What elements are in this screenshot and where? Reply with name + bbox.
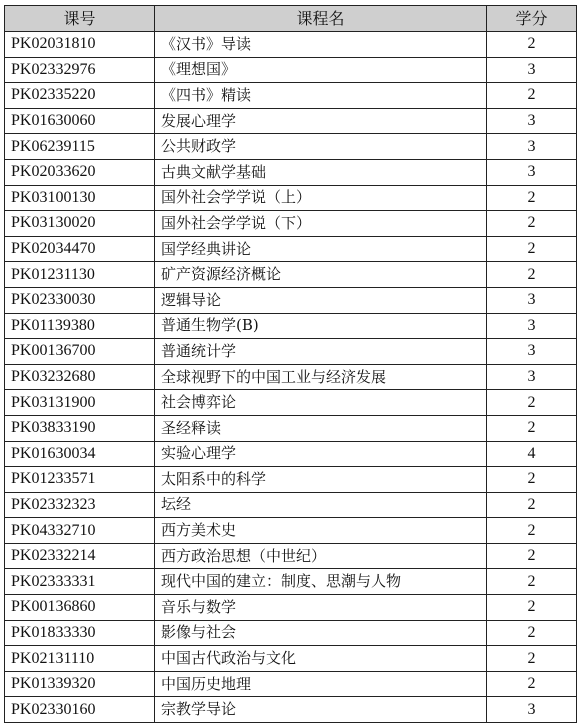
course-name-cell: 宗教学导论 bbox=[155, 697, 487, 723]
course-code-cell: PK02332323 bbox=[5, 492, 155, 518]
course-name-cell: 现代中国的建立：制度、思潮与人物 bbox=[155, 569, 487, 595]
course-name-cell: 西方政治思想（中世纪） bbox=[155, 543, 487, 569]
course-name-cell: 国学经典讲论 bbox=[155, 236, 487, 262]
course-code-cell: PK03131900 bbox=[5, 390, 155, 416]
course-name-cell: 实验心理学 bbox=[155, 441, 487, 467]
course-name-cell: 发展心理学 bbox=[155, 108, 487, 134]
table-row bbox=[5, 671, 577, 697]
table-row bbox=[5, 236, 577, 262]
credit-cell: 2 bbox=[487, 543, 577, 569]
course-code-cell: PK03130020 bbox=[5, 211, 155, 237]
course-name-cell: 公共财政学 bbox=[155, 134, 487, 160]
course-name-cell: 全球视野下的中国工业与经济发展 bbox=[155, 364, 487, 390]
course-code-cell: PK02330160 bbox=[5, 697, 155, 723]
table-row bbox=[5, 390, 577, 416]
table-row bbox=[5, 83, 577, 109]
course-code-cell: PK01630060 bbox=[5, 108, 155, 134]
table-row bbox=[5, 518, 577, 544]
table-row bbox=[5, 134, 577, 160]
course-code-cell: PK01231130 bbox=[5, 262, 155, 288]
credit-cell: 2 bbox=[487, 595, 577, 621]
credit-cell: 2 bbox=[487, 390, 577, 416]
table-row bbox=[5, 569, 577, 595]
course-code-cell: PK01630034 bbox=[5, 441, 155, 467]
course-name-cell: 影像与社会 bbox=[155, 620, 487, 646]
course-name-cell: 《四书》精读 bbox=[155, 83, 487, 109]
course-code-cell: PK01833330 bbox=[5, 620, 155, 646]
course-code-cell: PK02034470 bbox=[5, 236, 155, 262]
course-code-cell: PK01139380 bbox=[5, 313, 155, 339]
course-name-cell: 中国古代政治与文化 bbox=[155, 646, 487, 672]
course-name-cell: 《理想国》 bbox=[155, 57, 487, 83]
credit-cell: 2 bbox=[487, 236, 577, 262]
course-table bbox=[4, 5, 577, 723]
table-row bbox=[5, 32, 577, 58]
table-row bbox=[5, 467, 577, 493]
table-row bbox=[5, 211, 577, 237]
table-row bbox=[5, 543, 577, 569]
table-row bbox=[5, 339, 577, 365]
table-row bbox=[5, 646, 577, 672]
course-name-cell: 矿产资源经济概论 bbox=[155, 262, 487, 288]
header-course-code: 课号 bbox=[5, 6, 155, 32]
credit-cell: 2 bbox=[487, 211, 577, 237]
credit-cell: 2 bbox=[487, 620, 577, 646]
credit-cell: 3 bbox=[487, 697, 577, 723]
course-code-cell: PK01339320 bbox=[5, 671, 155, 697]
header-credits: 学分 bbox=[487, 6, 577, 32]
course-code-cell: PK02031810 bbox=[5, 32, 155, 58]
table-row bbox=[5, 492, 577, 518]
credit-cell: 3 bbox=[487, 287, 577, 313]
credit-cell: 3 bbox=[487, 108, 577, 134]
course-name-cell: 西方美术史 bbox=[155, 518, 487, 544]
course-code-cell: PK02335220 bbox=[5, 83, 155, 109]
table-row bbox=[5, 108, 577, 134]
credit-cell: 2 bbox=[487, 671, 577, 697]
course-code-cell: PK03232680 bbox=[5, 364, 155, 390]
table-row bbox=[5, 159, 577, 185]
course-code-cell: PK01233571 bbox=[5, 467, 155, 493]
header-course-name: 课程名 bbox=[155, 6, 487, 32]
credit-cell: 2 bbox=[487, 185, 577, 211]
credit-cell: 2 bbox=[487, 83, 577, 109]
credit-cell: 2 bbox=[487, 646, 577, 672]
course-code-cell: PK06239115 bbox=[5, 134, 155, 160]
credit-cell: 3 bbox=[487, 159, 577, 185]
table-row bbox=[5, 57, 577, 83]
course-name-cell: 坛经 bbox=[155, 492, 487, 518]
credit-cell: 2 bbox=[487, 569, 577, 595]
table-row bbox=[5, 313, 577, 339]
credit-cell: 2 bbox=[487, 492, 577, 518]
credit-cell: 2 bbox=[487, 518, 577, 544]
course-name-cell: 社会博弈论 bbox=[155, 390, 487, 416]
course-name-cell: 逻辑导论 bbox=[155, 287, 487, 313]
table-row bbox=[5, 364, 577, 390]
course-code-cell: PK02330030 bbox=[5, 287, 155, 313]
table-header-row bbox=[5, 6, 577, 32]
credit-cell: 3 bbox=[487, 313, 577, 339]
course-code-cell: PK03100130 bbox=[5, 185, 155, 211]
course-name-cell: 普通生物学(B) bbox=[155, 313, 487, 339]
table-row bbox=[5, 620, 577, 646]
course-name-cell: 音乐与数学 bbox=[155, 595, 487, 621]
credit-cell: 4 bbox=[487, 441, 577, 467]
table-row bbox=[5, 595, 577, 621]
course-name-cell: 圣经释读 bbox=[155, 415, 487, 441]
table-row bbox=[5, 441, 577, 467]
credit-cell: 3 bbox=[487, 57, 577, 83]
course-name-cell: 太阳系中的科学 bbox=[155, 467, 487, 493]
course-name-cell: 中国历史地理 bbox=[155, 671, 487, 697]
credit-cell: 3 bbox=[487, 134, 577, 160]
course-code-cell: PK04332710 bbox=[5, 518, 155, 544]
course-name-cell: 国外社会学学说（下） bbox=[155, 211, 487, 237]
course-name-cell: 《汉书》导读 bbox=[155, 32, 487, 58]
credit-cell: 2 bbox=[487, 262, 577, 288]
table-row bbox=[5, 287, 577, 313]
course-code-cell: PK02332214 bbox=[5, 543, 155, 569]
credit-cell: 3 bbox=[487, 339, 577, 365]
table-row bbox=[5, 415, 577, 441]
table-row bbox=[5, 697, 577, 723]
course-name-cell: 国外社会学学说（上） bbox=[155, 185, 487, 211]
course-code-cell: PK02131110 bbox=[5, 646, 155, 672]
credit-cell: 2 bbox=[487, 467, 577, 493]
course-code-cell: PK02333331 bbox=[5, 569, 155, 595]
credit-cell: 3 bbox=[487, 364, 577, 390]
table-row bbox=[5, 262, 577, 288]
course-code-cell: PK03833190 bbox=[5, 415, 155, 441]
course-code-cell: PK00136700 bbox=[5, 339, 155, 365]
course-code-cell: PK00136860 bbox=[5, 595, 155, 621]
course-name-cell: 古典文献学基础 bbox=[155, 159, 487, 185]
course-code-cell: PK02033620 bbox=[5, 159, 155, 185]
course-name-cell: 普通统计学 bbox=[155, 339, 487, 365]
credit-cell: 2 bbox=[487, 32, 577, 58]
table-row bbox=[5, 185, 577, 211]
table-body bbox=[5, 32, 577, 723]
credit-cell: 2 bbox=[487, 415, 577, 441]
course-code-cell: PK02332976 bbox=[5, 57, 155, 83]
